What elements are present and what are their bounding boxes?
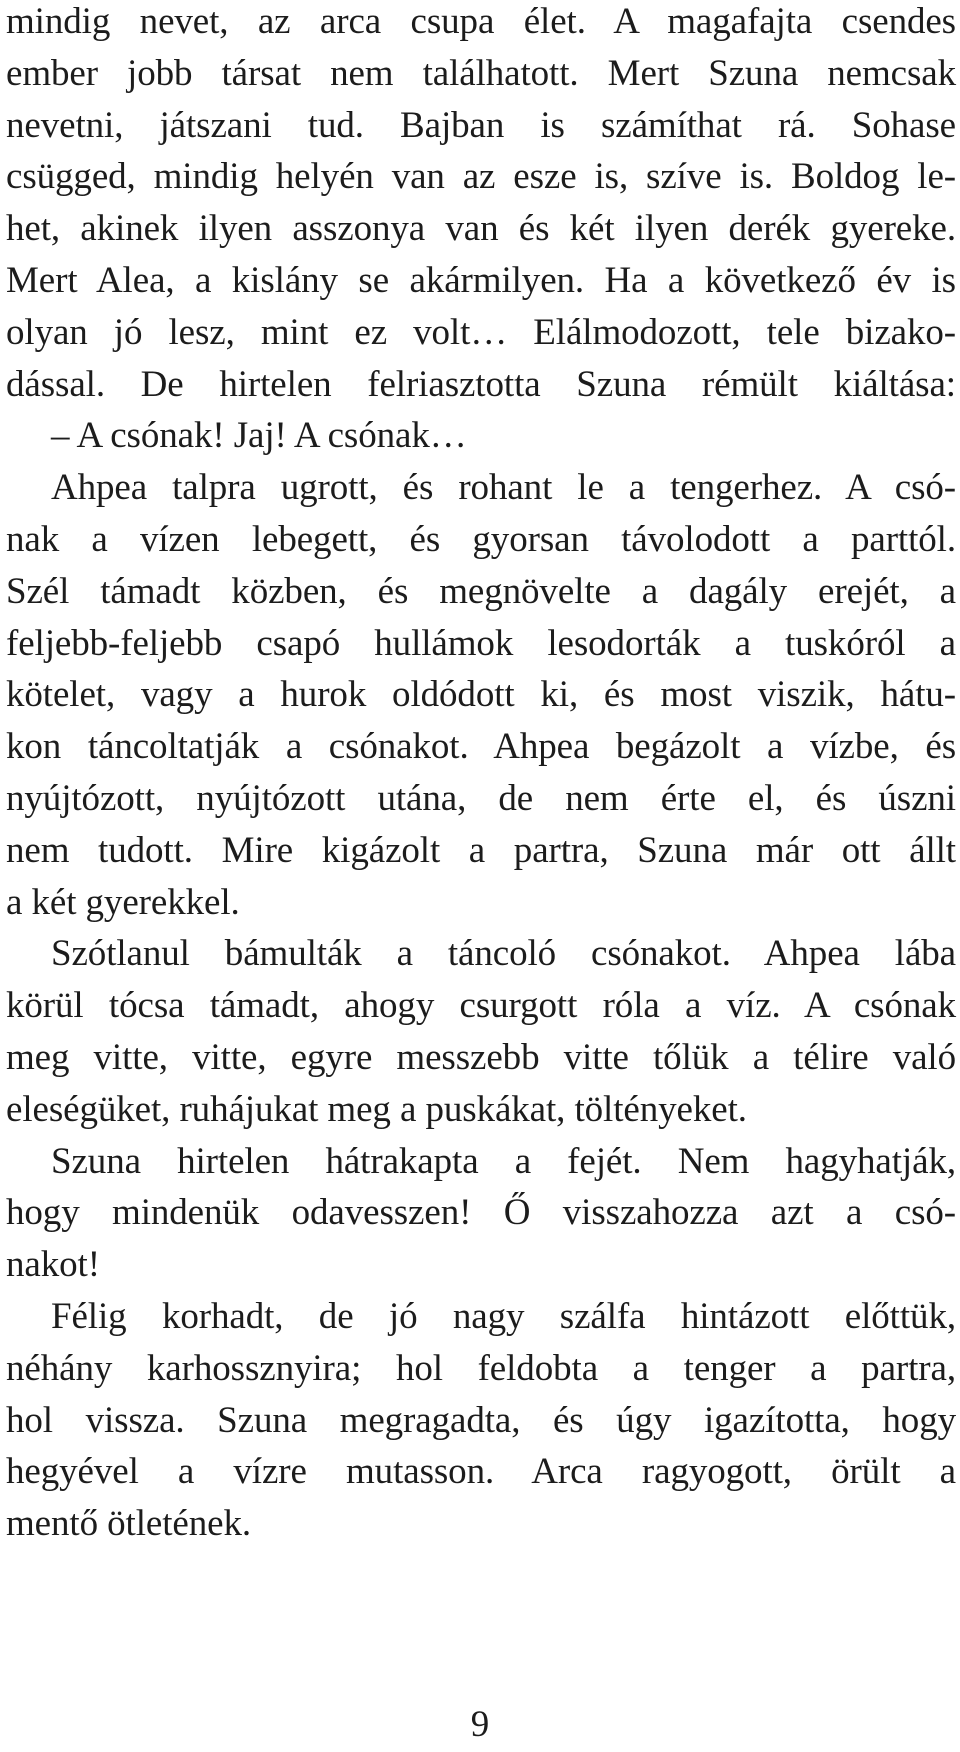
body-text xyxy=(6,0,956,1550)
text-line: körül tócsa támadt, ahogy csurgott róla a víz. A csónak xyxy=(6,985,956,1027)
text-line: mindig nevet, az arca csupa élet. A magafajta csendes xyxy=(6,1,956,42)
paragraph-start-line: Szuna hirtelen hátrakapta a fejét. Nem hagyhatják, xyxy=(51,1140,956,1182)
dialogue-line: – A csónak! Jaj! A csónak… xyxy=(51,415,467,457)
text-line: olyan jó lesz, mint ez volt… Elálmodozott, tele bizako- xyxy=(6,311,956,353)
text-line: hogy mindenük odavesszen! Ő visszahozza azt a csó- xyxy=(6,1192,956,1234)
text-line: kon táncoltatják a csónakot. Ahpea begázolt a vízbe, és xyxy=(6,726,956,768)
paragraph-end-line: a két gyerekkel. xyxy=(6,881,240,923)
paragraph-start-line: Félig korhadt, de jó nagy szálfa hintázott előttük, xyxy=(51,1295,956,1337)
paragraph-end-line: nakot! xyxy=(6,1244,100,1286)
text-line: dással. De hirtelen felriasztotta Szuna rémült kiáltása: xyxy=(6,363,956,405)
text-line: nevetni, játszani tud. Bajban is számíthat rá. Sohase xyxy=(6,104,956,146)
text-line: hegyével a vízre mutasson. Arca ragyogott, örült a xyxy=(6,1451,956,1493)
page-number: 9 xyxy=(470,1704,490,1745)
text-line: meg vitte, vitte, egyre messzebb vitte tőlük a télire való xyxy=(6,1036,956,1078)
text-line: kötelet, vagy a hurok oldódott ki, és most viszik, hátu- xyxy=(6,674,956,716)
paragraph-end-line: mentő ötletének. xyxy=(6,1503,251,1545)
text-line: feljebb-feljebb csapó hullámok lesodorták a tuskóról a xyxy=(6,622,956,664)
text-line: ember jobb társat nem találhatott. Mert Szuna nemcsak xyxy=(6,52,956,94)
text-line: Szél támadt közben, és megnövelte a dagály erejét, a xyxy=(6,570,956,612)
text-line: Mert Alea, a kislány se akármilyen. Ha a következő év is xyxy=(6,259,956,301)
text-line: nem tudott. Mire kigázolt a partra, Szuna már ott állt xyxy=(6,829,956,871)
paragraph-start-line: Ahpea talpra ugrott, és rohant le a tengerhez. A csó- xyxy=(51,467,956,509)
text-line: hol vissza. Szuna megragadta, és úgy igazította, hogy xyxy=(6,1399,956,1441)
paragraph-end-line: eleségüket, ruhájukat meg a puskákat, töltényeket. xyxy=(6,1088,747,1130)
text-line: néhány karhossznyira; hol feldobta a tenger a partra, xyxy=(6,1347,956,1389)
paragraph-start-line: Szótlanul bámulták a táncoló csónakot. Ahpea lába xyxy=(51,933,956,975)
text-line: nak a vízen lebegett, és gyorsan távolodott a parttól. xyxy=(6,518,956,560)
text-line: nyújtózott, nyújtózott utána, de nem érte el, és úszni xyxy=(6,777,956,819)
text-line: csügged, mindig helyén van az esze is, szíve is. Boldog le- xyxy=(6,156,956,198)
text-line: het, akinek ilyen asszonya van és két ilyen derék gyereke. xyxy=(6,208,956,250)
